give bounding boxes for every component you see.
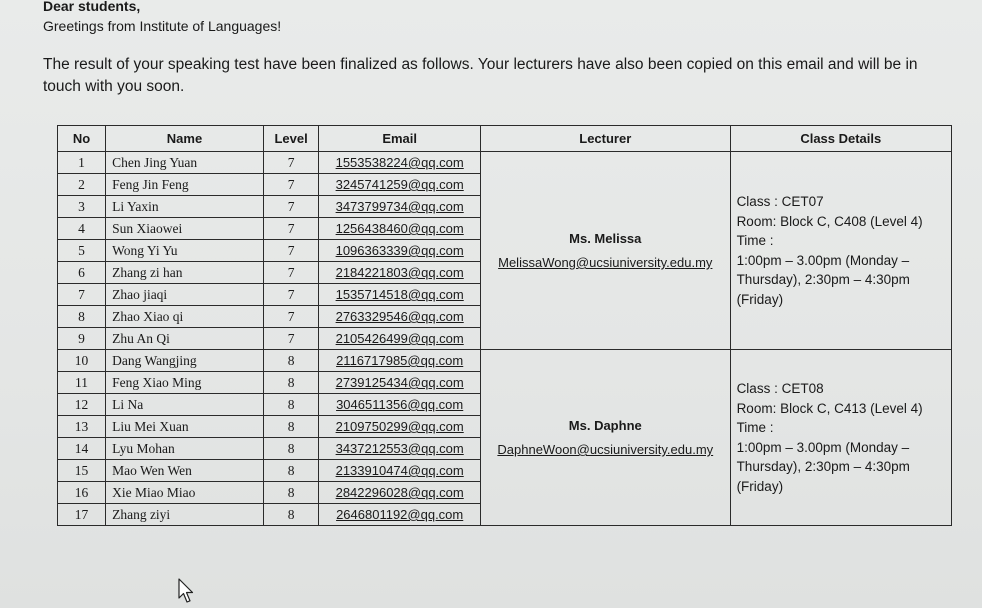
mouse-pointer-icon — [178, 578, 196, 604]
row-no-cell: 10 — [58, 350, 106, 372]
header-lecturer: Lecturer — [480, 126, 730, 152]
email-cell — [319, 350, 481, 372]
class-code: Class : CET08 — [736, 381, 824, 396]
level-cell: 7 — [263, 306, 318, 328]
row-no-cell: 4 — [58, 218, 106, 240]
row-no-cell: 12 — [58, 394, 106, 416]
level-cell: 8 — [263, 460, 318, 482]
student-name-cell: Xie Miao Miao — [106, 482, 264, 504]
student-email-link[interactable]: 3046511356@qq.com — [336, 397, 464, 412]
class-room: Room: Block C, C413 (Level 4) — [736, 400, 923, 416]
lecturer-email-link[interactable]: MelissaWong@ucsiuniversity.edu.my — [498, 255, 713, 270]
row-no-cell: 5 — [58, 240, 106, 262]
student-name-cell: Feng Jin Feng — [106, 174, 264, 196]
class-details-cell — [730, 152, 951, 350]
row-no-cell: 1 — [58, 152, 106, 174]
row-no-cell: 17 — [58, 504, 106, 526]
student-email-link[interactable]: 1535714518@qq.com — [335, 287, 464, 302]
lecturer-email-link[interactable]: DaphneWoon@ucsiuniversity.edu.my — [497, 442, 714, 457]
lecturer-cell — [480, 152, 730, 350]
student-name-cell: Chen Jing Yuan — [106, 152, 264, 174]
student-name-cell: Dang Wangjing — [106, 350, 264, 372]
student-name-cell: Zhu An Qi — [106, 328, 264, 350]
header-no: No — [58, 126, 106, 152]
level-cell: 7 — [263, 284, 318, 306]
email-cell — [319, 306, 481, 328]
class-time: 1:00pm – 3.00pm (Monday – Thursday), 2:30pm – 4:30pm (Friday) — [736, 252, 910, 307]
header-class-details: Class Details — [730, 126, 951, 152]
student-name-cell: Li Na — [106, 394, 264, 416]
row-no-cell: 6 — [58, 262, 106, 284]
lecturer-name: Ms. Melissa — [569, 231, 642, 246]
student-name-cell: Mao Wen Wen — [106, 460, 264, 482]
student-email-link[interactable]: 2184221803@qq.com — [335, 265, 464, 280]
student-name-cell: Liu Mei Xuan — [106, 416, 264, 438]
student-email-link[interactable]: 2763329546@qq.com — [335, 309, 464, 324]
email-cell — [319, 438, 481, 460]
class-details-cell — [730, 350, 951, 526]
level-cell: 7 — [263, 240, 318, 262]
row-no-cell: 8 — [58, 306, 106, 328]
level-cell: 7 — [263, 152, 318, 174]
level-cell: 7 — [263, 328, 318, 350]
student-email-link[interactable]: 2109750299@qq.com — [335, 419, 464, 434]
student-email-link[interactable]: 1256438460@qq.com — [335, 221, 464, 236]
table-header-row — [58, 126, 952, 152]
salutation: Dear students, — [43, 0, 141, 14]
student-name-cell: Zhao Xiao qi — [106, 306, 264, 328]
level-cell: 7 — [263, 196, 318, 218]
email-cell — [319, 504, 481, 526]
student-email-link[interactable]: 2116717985@qq.com — [336, 353, 464, 368]
lecturer-name: Ms. Daphne — [568, 418, 642, 433]
table-row — [58, 152, 952, 174]
class-time: 1:00pm – 3.00pm (Monday – Thursday), 2:30pm – 4:30pm (Friday) — [736, 439, 910, 494]
lecturer-cell — [480, 350, 730, 526]
student-email-link[interactable]: 3473799734@qq.com — [335, 199, 464, 214]
level-cell: 8 — [263, 350, 318, 372]
email-cell — [319, 482, 481, 504]
row-no-cell: 7 — [58, 284, 106, 306]
row-no-cell: 14 — [58, 438, 106, 460]
level-cell: 7 — [263, 174, 318, 196]
email-cell — [319, 152, 481, 174]
email-cell — [319, 196, 481, 218]
email-cell — [319, 372, 481, 394]
email-cell — [319, 240, 481, 262]
student-name-cell: Zhang ziyi — [106, 504, 264, 526]
class-time-label: Time : — [736, 233, 774, 248]
email-body — [43, 0, 963, 98]
row-no-cell: 15 — [58, 460, 106, 482]
level-cell: 7 — [263, 218, 318, 240]
student-name-cell: Feng Xiao Ming — [106, 372, 264, 394]
student-email-link[interactable]: 2739125434@qq.com — [335, 375, 464, 390]
email-cell — [319, 416, 481, 438]
email-cell — [319, 328, 481, 350]
level-cell: 8 — [263, 372, 318, 394]
email-cell — [319, 218, 481, 240]
intro-paragraph: The result of your speaking test have been finalized as follows. Your lecturers have also been copied on this email and will be in touch with you soon. — [43, 56, 918, 95]
level-cell: 8 — [263, 394, 318, 416]
student-email-link[interactable]: 3245741259@qq.com — [335, 177, 464, 192]
table-body — [58, 152, 952, 526]
student-email-link[interactable]: 2105426499@qq.com — [335, 331, 464, 346]
results-table — [57, 125, 952, 526]
email-cell — [319, 460, 481, 482]
class-code: Class : CET07 — [736, 194, 824, 209]
greeting-line: Greetings from Institute of Languages! — [43, 18, 282, 34]
level-cell: 8 — [263, 482, 318, 504]
student-email-link[interactable]: 1096363339@qq.com — [335, 243, 464, 258]
level-cell: 8 — [263, 438, 318, 460]
student-email-link[interactable]: 2646801192@qq.com — [336, 507, 464, 522]
class-time-label: Time : — [736, 420, 774, 435]
row-no-cell: 9 — [58, 328, 106, 350]
email-cell — [319, 262, 481, 284]
row-no-cell: 16 — [58, 482, 106, 504]
student-name-cell: Lyu Mohan — [106, 438, 264, 460]
email-cell — [319, 284, 481, 306]
student-email-link[interactable]: 2133910474@qq.com — [335, 463, 464, 478]
student-name-cell: Wong Yi Yu — [106, 240, 264, 262]
header-level: Level — [263, 126, 318, 152]
header-name: Name — [106, 126, 264, 152]
email-cell — [319, 394, 481, 416]
level-cell: 7 — [263, 262, 318, 284]
level-cell: 8 — [263, 416, 318, 438]
student-email-link[interactable]: 1553538224@qq.com — [335, 155, 464, 170]
row-no-cell: 13 — [58, 416, 106, 438]
row-no-cell: 11 — [58, 372, 106, 394]
row-no-cell: 2 — [58, 174, 106, 196]
student-name-cell: Zhao jiaqi — [106, 284, 264, 306]
email-cell — [319, 174, 481, 196]
header-email: Email — [319, 126, 481, 152]
class-room: Room: Block C, C408 (Level 4) — [736, 213, 923, 229]
student-email-link[interactable]: 2842296028@qq.com — [335, 485, 464, 500]
row-no-cell: 3 — [58, 196, 106, 218]
student-name-cell: Sun Xiaowei — [106, 218, 264, 240]
student-email-link[interactable]: 3437212553@qq.com — [335, 441, 464, 456]
student-name-cell: Li Yaxin — [106, 196, 264, 218]
table-row — [58, 350, 952, 372]
level-cell: 8 — [263, 504, 318, 526]
student-name-cell: Zhang zi han — [106, 262, 264, 284]
